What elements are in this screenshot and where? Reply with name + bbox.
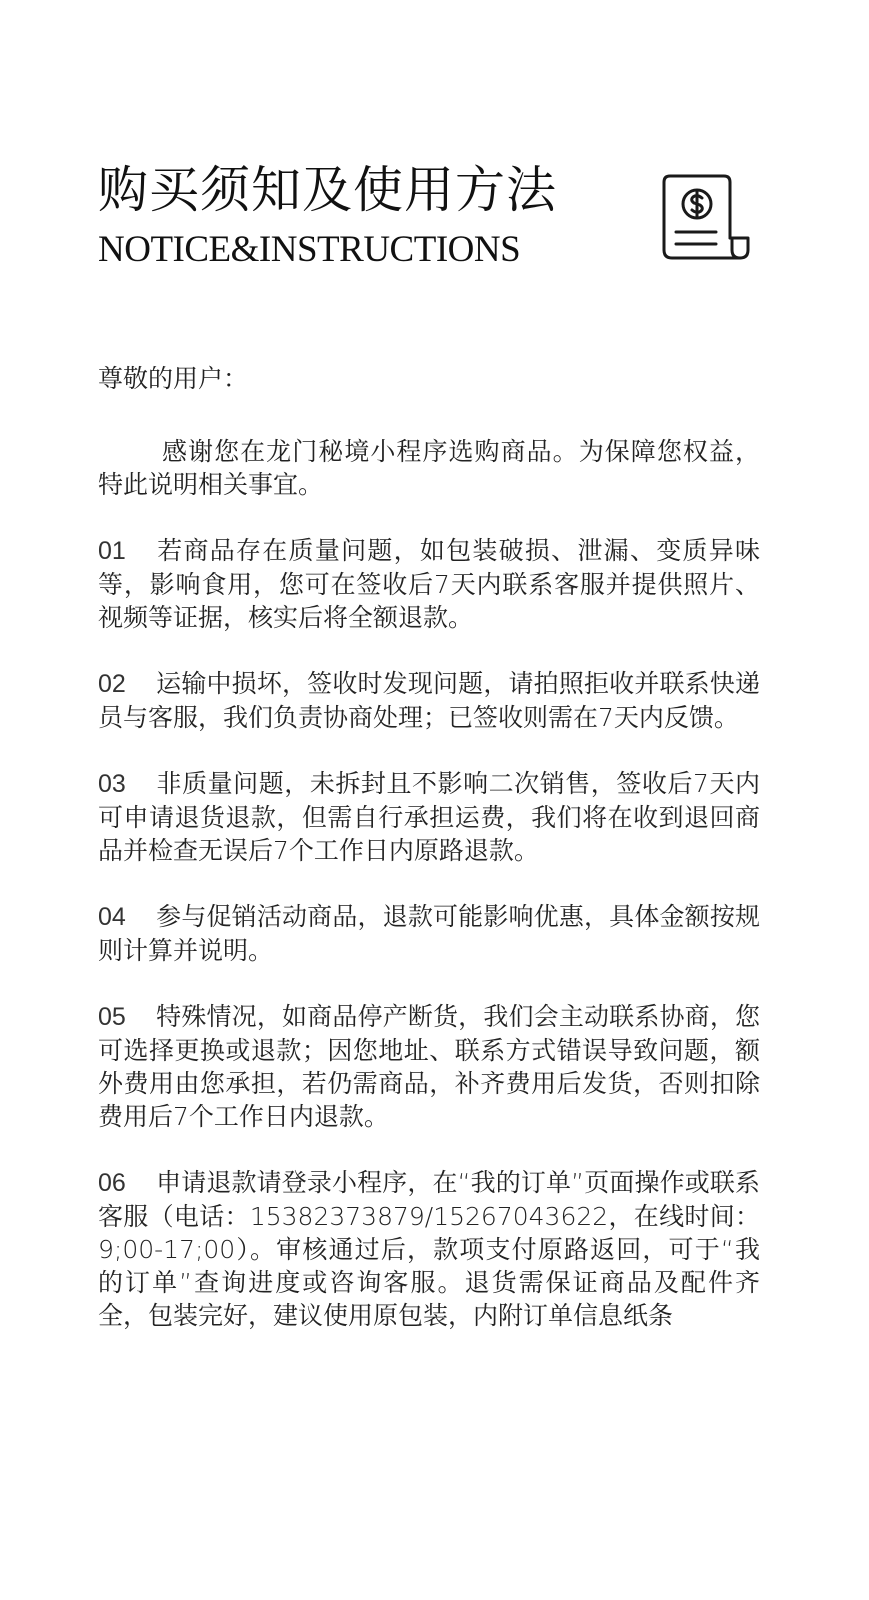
item-number: 05 (98, 1003, 126, 1031)
item-number: 03 (98, 770, 126, 798)
item-number: 01 (98, 537, 126, 565)
page-subtitle: NOTICE&INSTRUCTIONS (98, 229, 521, 270)
item-number: 06 (98, 1169, 126, 1197)
notice-item-02 (98, 667, 760, 734)
notice-item-05 (98, 1000, 760, 1133)
receipt-dollar-icon (660, 170, 752, 264)
item-text: 特殊情况，如商品停产断货，我们会主动联系协商，您可选择更换或退款；因您地址、联系方式错误导致问题，额外费用由您承担，若仍需商品，补齐费用后发货，否则扣除费用后7个工作日内退款。 (98, 1002, 760, 1131)
item-number: 02 (98, 670, 126, 698)
notice-item-06 (98, 1166, 760, 1332)
page-title: 购买须知及使用方法 (98, 161, 557, 219)
intro-paragraph: 感谢您在龙门秘境小程序选购商品。为保障您权益，特此说明相关事宜。 (98, 437, 760, 499)
notice-item-03 (98, 767, 760, 867)
item-text: 若商品存在质量问题，如包装破损、泄漏、变质异味等，影响食用，您可在签收后7天内联系客服并提供照片、视频等证据，核实后将全额退款。 (98, 536, 760, 632)
notice-content (98, 362, 760, 1365)
item-text: 运输中损坏，签收时发现问题，请拍照拒收并联系快递员与客服，我们负责协商处理；已签收则需在7天内反馈。 (98, 669, 760, 732)
item-text: 申请退款请登录小程序，在“我的订单”页面操作或联系客服（电话：15382373879/15267043622，在线时间：9;00-17;00）。审核通过后，款项支付原路返回，可于“我的订单”查询进度或咨询客服。退货需保证商品及配件齐全，包装完好，建议使用原包装，内附订单信息纸条 (98, 1168, 760, 1330)
greeting: 尊敬的用户： (98, 364, 249, 393)
item-number: 04 (98, 903, 126, 931)
page-header (98, 160, 658, 272)
item-text: 参与促销活动商品，退款可能影响优惠，具体金额按规则计算并说明。 (98, 902, 760, 965)
item-text: 非质量问题，未拆封且不影响二次销售，签收后7天内可申请退货退款，但需自行承担运费，我们将在收到退回商品并检查无误后7个工作日内原路退款。 (98, 769, 760, 865)
notice-item-04 (98, 900, 760, 967)
notice-item-01 (98, 534, 760, 634)
